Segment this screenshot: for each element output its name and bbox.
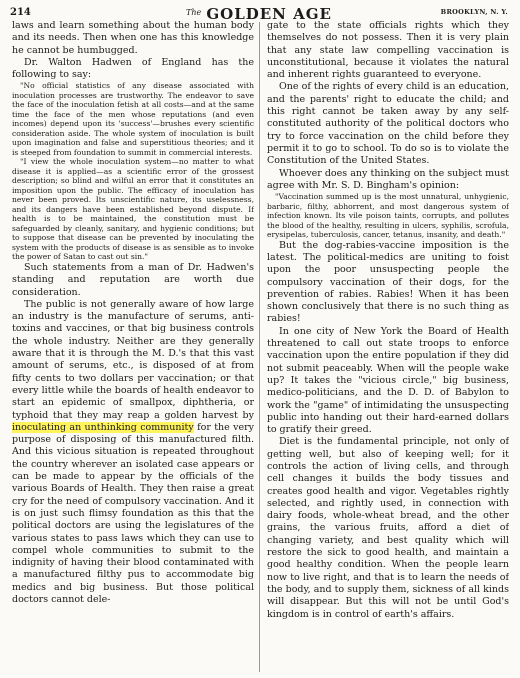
publication-location: BROOKLYN, N. Y. [440,8,508,16]
magazine-title-name: GOLDEN AGE [206,5,332,23]
body-paragraph: In one city of New York the Board of Health threatened to call out state troops to enforce vaccination upon the entire population if they did not submit peaceably. When will the people wake up? It takes the "vicious circle," big business, medico-politicians, and the D. D. of Babylon to work the "game" of intimidating the unsuspecting public into handing out their hard-earned dollars to gratify their greed. [267,325,509,436]
body-paragraph: But the dog-rabies-vaccine imposition is the latest. The political-medics are uniting to foist upon the poor unsuspecting people the compulsory vaccination of their dogs, for the prevention of rabies. Rabies! When it has been shown conclusively that there is no such thing as rabies! [267,239,509,325]
body-paragraph: Whoever does any thinking on the subject must agree with Mr. S. D. Bingham's opinion: [267,167,509,191]
quoted-paragraph: "No official statistics of any disease associated with inoculation processes are trustworthy. The endeavor to save the face of the inoculation fetish at all costs—and at the same time the face of the men whose reputations (and even incomes) depend upon its 'success'—brushes every scientific consideration aside. The whole system of inoculation is built upon imagination and false and superstitious theories; and it is steeped from foundation to summit in commercial interests. [12,81,254,157]
magazine-title-article: The [185,8,202,17]
column-divider [259,22,260,672]
body-paragraph: Diet is the fundamental principle, not only of getting well, but also of keeping well; for it controls the action of living cells, and through cell changes it builds the body tissues and creates good health and vigor. Vegetables rightly selected, and rightly used, in connection with dairy foods, whole-wheat bread, and the other grains, the various fruits, afford a diet of changing variety, and best quality which will restore the sick to good health, and maintain a good healthy condition. When the people learn now to live right, and that is to learn the needs of the body, and to supply them, sickness of all kinds will disappear. But this will not be until God's kingdom is in control of earth's affairs. [267,436,509,620]
right-column [267,20,509,670]
quoted-paragraph: "Vaccination summed up is the most unnatural, unhygienic, barbaric, filthy, abhorrent, and most dangerous system of infection known. Its vile poison taints, corrupts, and pollutes the blood of the healthy, resulting in ulcers, syphilis, scrofula, erysipelas, tuberculosis, cancer, tetanus, insanity, and death." [267,192,509,240]
paragraph-text: for the very purpose of disposing of this manufactured filth. And this vicious situation is repeated throughout the country wherever an isolated case appears or can be made to appear by the officials of the various Boards of Health. They then raise a great cry for the need of compulsory vaccination. And it is on just such flimsy foundation as this that the political doctors are using the legislatures of the various states to pass laws which they can use to compel whole communities to submit to the indignity of having their blood contaminated with a manufactured filthy pus to accommodate big medics and big business. But those political doctors cannot dele- [12,421,254,605]
body-paragraph: Such statements from a man of Dr. Hadwen's standing and reputation are worth due consideration. [12,261,254,298]
left-column [12,20,254,670]
page-number: 214 [10,7,31,18]
continued-paragraph: gate to the state officials rights which they themselves do not possess. Then it is very plain that any state law compelling vaccination is unconstitutional, because it violates the natural and inherent rights guaranteed to everyone. [267,20,509,81]
body-paragraph: Dr. Walton Hadwen of England has the following to say: [12,56,254,81]
paragraph-text: The public is not generally aware of how large an industry is the manufacture of serums, anti-toxins and vaccines, or that big business controls the whole industry. Neither are they generally aware that it is through the M. D.'s that this vast amount of serums, etc., is disposed of at from fifty cents to two dollars per vaccination; or that every little while the boards of health endeavor to start an epidemic of smallpox, diphtheria, or typhoid that they may reap a golden harvest by [12,298,254,421]
highlighted-phrase: inoculating an unthinking community [12,421,194,433]
quoted-paragraph: "I view the whole inoculation system—no matter to what disease it is applied—as a scientific error of the grossest description; so blind and wilful an error that it constitutes an imposition upon the public. The efficacy of inoculation has never been proved. Its unscientific nature, its uselessness, and its dangers have been established beyond dispute. If health is to be maintained, the constitution must be safeguarded by cleanly, sanitary, and hygienic conditions; but to suppose that disease can be prevented by inoculating the system with the products of disease is as sensible as to invoke the power of Satan to cast out sin." [12,157,254,262]
body-paragraph [12,299,254,606]
continued-paragraph: laws and learn something about the human body and its needs. Then when one has this knowledge he cannot be humbugged. [12,20,254,56]
body-paragraph: One of the rights of every child is an education, and the parents' right to educate the child; and this right cannot be taken away by any self-constituted authority of the political doctors who try to force vaccination on the child before they permit it to go to school. To do so is to violate the Constitution of the United States. [267,81,509,167]
